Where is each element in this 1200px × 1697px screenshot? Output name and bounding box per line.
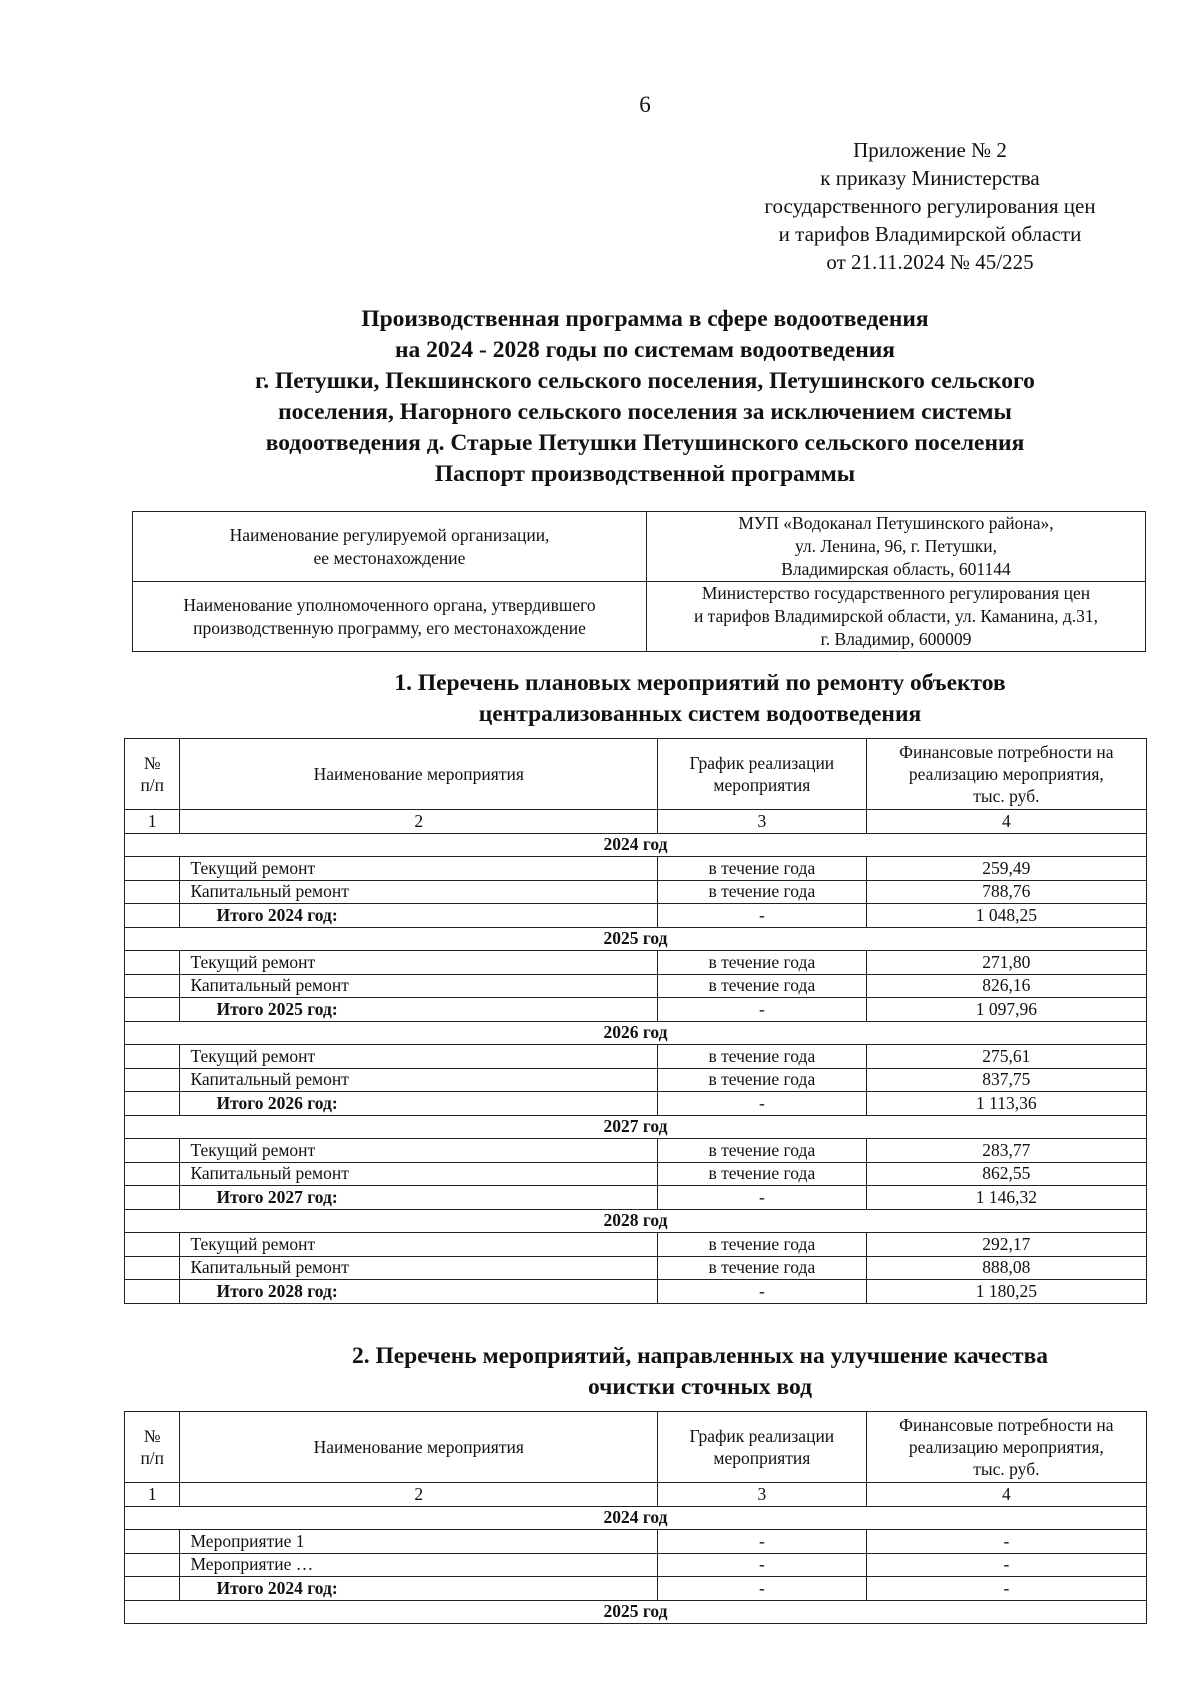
- table-row: [125, 1553, 1147, 1577]
- row-number: [125, 880, 180, 904]
- measure-schedule: -: [658, 1530, 867, 1554]
- year-row: [125, 927, 1147, 951]
- table-row: [125, 1162, 1147, 1186]
- appendix-line: к приказу Министерства: [820, 166, 1040, 190]
- total-amount: 1 180,25: [866, 1280, 1146, 1304]
- header-line: №: [143, 753, 161, 773]
- passport-row-organization: [133, 512, 1146, 582]
- total-label: Итого 2028 год:: [180, 1280, 658, 1304]
- column-number: 4: [866, 810, 1146, 834]
- measure-amount: 259,49: [866, 857, 1146, 881]
- year-row: [125, 833, 1147, 857]
- header-line: тыс. руб.: [973, 786, 1040, 806]
- header-line: реализацию мероприятия,: [908, 764, 1104, 784]
- measure-name: Капитальный ремонт: [180, 1256, 658, 1280]
- section2-table: [124, 1411, 1147, 1624]
- title-line: водоотведения д. Старые Петушки Петушинского сельского поселения: [265, 430, 1025, 456]
- header-amount: [866, 739, 1146, 810]
- year-label: 2027 год: [125, 1115, 1147, 1139]
- header-row: [125, 1412, 1147, 1483]
- value-line: г. Владимир, 600009: [820, 629, 972, 649]
- column-number: 4: [866, 1483, 1146, 1507]
- table-row: [125, 1256, 1147, 1280]
- measure-amount: 826,16: [866, 974, 1146, 998]
- column-number: 3: [658, 1483, 867, 1507]
- table-row: [125, 1068, 1147, 1092]
- header-line: График реализации: [689, 753, 835, 773]
- total-label: Итого 2026 год:: [180, 1092, 658, 1116]
- total-label: Итого 2024 год:: [180, 1577, 658, 1601]
- section1-table: [124, 738, 1147, 1304]
- value-line: Министерство государственного регулирования цен: [701, 583, 1091, 603]
- header-schedule: [658, 739, 867, 810]
- year-label: 2025 год: [125, 1600, 1147, 1624]
- measure-schedule: в течение года: [658, 1162, 867, 1186]
- appendix-line: государственного регулирования цен: [764, 194, 1096, 218]
- table-row: [125, 1530, 1147, 1554]
- row-number: [125, 974, 180, 998]
- passport-value: [647, 512, 1146, 582]
- measure-name: Капитальный ремонт: [180, 1162, 658, 1186]
- section1-title: [220, 668, 1180, 730]
- measure-amount: 837,75: [866, 1068, 1146, 1092]
- document-title: [120, 304, 1170, 490]
- table-row: [125, 1045, 1147, 1069]
- year-label: 2026 год: [125, 1021, 1147, 1045]
- measure-schedule: в течение года: [658, 880, 867, 904]
- label-line: производственную программу, его местонахождение: [193, 617, 586, 638]
- measure-name: Текущий ремонт: [180, 1139, 658, 1163]
- measure-amount: 862,55: [866, 1162, 1146, 1186]
- measure-amount: 788,76: [866, 880, 1146, 904]
- label-line: ее местонахождение: [313, 547, 466, 568]
- column-number: 1: [125, 1483, 180, 1507]
- value-line: ул. Ленина, 96, г. Петушки,: [794, 536, 998, 556]
- year-row: [125, 1506, 1147, 1530]
- table-row: [125, 857, 1147, 881]
- row-number: [125, 1139, 180, 1163]
- row-number: [125, 1553, 180, 1577]
- table-row: [125, 951, 1147, 975]
- value-line: МУП «Водоканал Петушинского района»,: [738, 513, 1054, 533]
- measure-amount: 271,80: [866, 951, 1146, 975]
- total-schedule: -: [658, 1092, 867, 1116]
- measure-name: Текущий ремонт: [180, 1233, 658, 1257]
- header-number: [125, 739, 180, 810]
- header-line: График реализации: [689, 1426, 835, 1446]
- column-number-row: [125, 810, 1147, 834]
- row-number: [125, 1068, 180, 1092]
- measure-name: Мероприятие …: [180, 1553, 658, 1577]
- table-row: [125, 1233, 1147, 1257]
- measure-schedule: в течение года: [658, 1045, 867, 1069]
- total-row: [125, 904, 1147, 928]
- year-label: 2025 год: [125, 927, 1147, 951]
- header-line: Финансовые потребности на: [899, 1415, 1114, 1435]
- measure-schedule: в течение года: [658, 857, 867, 881]
- title-line: Производственная программа в сфере водоотведения: [361, 306, 929, 332]
- title-line: г. Петушки, Пекшинского сельского поселения, Петушинского сельского: [255, 368, 1035, 394]
- total-amount: 1 048,25: [866, 904, 1146, 928]
- section-title-line: 1. Перечень плановых мероприятий по ремонту объектов: [394, 670, 1006, 696]
- total-label: Итого 2027 год:: [180, 1186, 658, 1210]
- row-number: [125, 1280, 180, 1304]
- measure-amount: 292,17: [866, 1233, 1146, 1257]
- measure-amount: 888,08: [866, 1256, 1146, 1280]
- column-number: 1: [125, 810, 180, 834]
- header-line: п/п: [140, 1448, 165, 1468]
- row-number: [125, 1092, 180, 1116]
- total-amount: 1 097,96: [866, 998, 1146, 1022]
- measure-amount: -: [866, 1553, 1146, 1577]
- row-number: [125, 951, 180, 975]
- row-number: [125, 1162, 180, 1186]
- measure-schedule: в течение года: [658, 1256, 867, 1280]
- header-number: [125, 1412, 180, 1483]
- header-line: мероприятия: [713, 1448, 811, 1468]
- measure-schedule: в течение года: [658, 1139, 867, 1163]
- passport-label: [133, 512, 647, 582]
- year-row: [125, 1600, 1147, 1624]
- passport-table: [132, 511, 1146, 652]
- title-line: Паспорт производственной программы: [434, 461, 856, 487]
- total-schedule: -: [658, 904, 867, 928]
- title-line: поселения, Нагорного сельского поселения за исключением системы: [278, 399, 1012, 425]
- row-number: [125, 998, 180, 1022]
- measure-schedule: в течение года: [658, 1068, 867, 1092]
- measure-schedule: в течение года: [658, 1233, 867, 1257]
- year-label: 2024 год: [125, 1506, 1147, 1530]
- measure-name: Текущий ремонт: [180, 1045, 658, 1069]
- section-title-line: очистки сточных вод: [588, 1374, 812, 1400]
- value-line: и тарифов Владимирской области, ул. Каманина, д.31,: [693, 606, 1099, 626]
- total-row: [125, 1280, 1147, 1304]
- year-row: [125, 1115, 1147, 1139]
- row-number: [125, 904, 180, 928]
- column-number-row: [125, 1483, 1147, 1507]
- header-line: реализацию мероприятия,: [908, 1437, 1104, 1457]
- measure-amount: 283,77: [866, 1139, 1146, 1163]
- total-amount: -: [866, 1577, 1146, 1601]
- header-amount: [866, 1412, 1146, 1483]
- total-row: [125, 998, 1147, 1022]
- column-number: 2: [180, 810, 658, 834]
- value-line: Владимирская область, 601144: [781, 559, 1011, 579]
- total-schedule: -: [658, 998, 867, 1022]
- header-line: мероприятия: [713, 775, 811, 795]
- total-schedule: -: [658, 1577, 867, 1601]
- year-label: 2028 год: [125, 1209, 1147, 1233]
- measure-name: Текущий ремонт: [180, 951, 658, 975]
- row-number: [125, 857, 180, 881]
- year-label: 2024 год: [125, 833, 1147, 857]
- title-line: на 2024 - 2028 годы по системам водоотведения: [394, 337, 896, 363]
- header-line: тыс. руб.: [973, 1459, 1040, 1479]
- measure-schedule: в течение года: [658, 974, 867, 998]
- total-schedule: -: [658, 1186, 867, 1210]
- appendix-line: Приложение № 2: [853, 138, 1007, 162]
- table-row: [125, 974, 1147, 998]
- measure-name: Капитальный ремонт: [180, 974, 658, 998]
- total-amount: 1 113,36: [866, 1092, 1146, 1116]
- header-name: Наименование мероприятия: [180, 739, 658, 810]
- appendix-line: от 21.11.2024 № 45/225: [826, 250, 1034, 274]
- measure-schedule: -: [658, 1553, 867, 1577]
- row-number: [125, 1530, 180, 1554]
- total-row: [125, 1186, 1147, 1210]
- year-row: [125, 1021, 1147, 1045]
- measure-name: Капитальный ремонт: [180, 1068, 658, 1092]
- total-row: [125, 1092, 1147, 1116]
- section2-title: [220, 1341, 1180, 1403]
- measure-name: Текущий ремонт: [180, 857, 658, 881]
- column-number: 3: [658, 810, 867, 834]
- section-title-line: 2. Перечень мероприятий, направленных на улучшение качества: [351, 1343, 1049, 1369]
- page-number: 6: [639, 92, 651, 117]
- column-number: 2: [180, 1483, 658, 1507]
- measure-name: Мероприятие 1: [180, 1530, 658, 1554]
- label-line: Наименование регулируемой организации,: [229, 524, 550, 545]
- header-line: Финансовые потребности на: [899, 742, 1114, 762]
- table-row: [125, 880, 1147, 904]
- header-row: [125, 739, 1147, 810]
- header-name: Наименование мероприятия: [180, 1412, 658, 1483]
- total-label: Итого 2025 год:: [180, 998, 658, 1022]
- row-number: [125, 1577, 180, 1601]
- section-title-line: централизованных систем водоотведения: [478, 701, 922, 727]
- row-number: [125, 1233, 180, 1257]
- measure-name: Капитальный ремонт: [180, 880, 658, 904]
- row-number: [125, 1256, 180, 1280]
- passport-label: [133, 582, 647, 652]
- table-row: [125, 1139, 1147, 1163]
- row-number: [125, 1186, 180, 1210]
- header-line: п/п: [140, 775, 165, 795]
- appendix-block: [710, 136, 1150, 276]
- measure-amount: 275,61: [866, 1045, 1146, 1069]
- year-row: [125, 1209, 1147, 1233]
- passport-row-authority: [133, 582, 1146, 652]
- header-line: №: [143, 1426, 161, 1446]
- header-schedule: [658, 1412, 867, 1483]
- passport-value: [647, 582, 1146, 652]
- label-line: Наименование уполномоченного органа, утвердившего: [183, 594, 596, 615]
- total-label: Итого 2024 год:: [180, 904, 658, 928]
- measure-amount: -: [866, 1530, 1146, 1554]
- total-row: [125, 1577, 1147, 1601]
- appendix-line: и тарифов Владимирской области: [778, 222, 1082, 246]
- measure-schedule: в течение года: [658, 951, 867, 975]
- total-amount: 1 146,32: [866, 1186, 1146, 1210]
- row-number: [125, 1045, 180, 1069]
- total-schedule: -: [658, 1280, 867, 1304]
